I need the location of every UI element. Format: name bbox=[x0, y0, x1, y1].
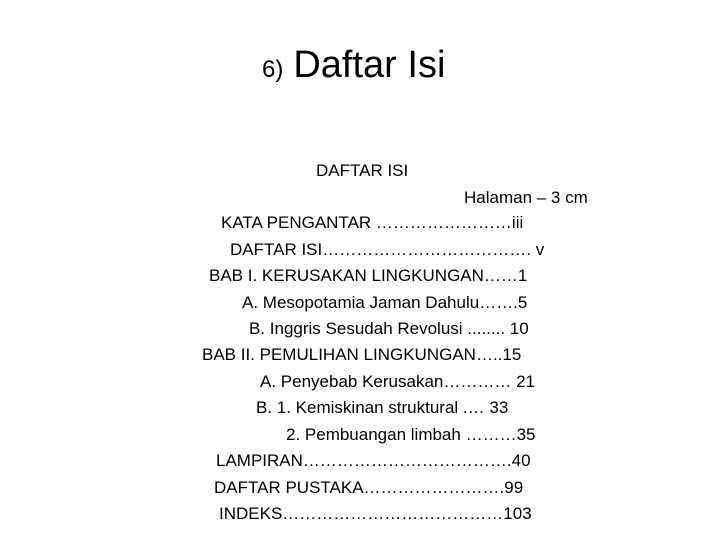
toc-entry: DAFTAR ISI………………………………. v bbox=[230, 240, 545, 259]
slide-title bbox=[262, 44, 445, 87]
slide-number: 6) bbox=[262, 56, 284, 83]
toc-entry: A. Mesopotamia Jaman Dahulu…….5 bbox=[242, 293, 528, 312]
toc-entry: KATA PENGANTAR ……………………iii bbox=[221, 213, 524, 232]
toc-entry: DAFTAR PUSTAKA…………………….99 bbox=[214, 478, 524, 497]
toc-entry: B. Inggris Sesudah Revolusi ........ 10 bbox=[249, 319, 529, 338]
toc-entry: BAB II. PEMULIHAN LINGKUNGAN…..15 bbox=[202, 345, 522, 364]
toc-page-note: Halaman – 3 cm bbox=[464, 188, 588, 207]
toc-heading: DAFTAR ISI bbox=[316, 161, 409, 180]
toc-entry: BAB I. KERUSAKAN LINGKUNGAN……1 bbox=[209, 266, 528, 285]
toc-entry: 2. Pembuangan limbah ………35 bbox=[286, 425, 536, 444]
toc-entry: A. Penyebab Kerusakan………… 21 bbox=[260, 372, 535, 391]
toc-entry: B. 1. Kemiskinan struktural .… 33 bbox=[256, 398, 509, 417]
toc-entry: LAMPIRAN……………………………….40 bbox=[216, 451, 531, 470]
slide-title-text: Daftar Isi bbox=[293, 44, 446, 86]
toc-entry: INDEKS…………………………………103 bbox=[219, 504, 532, 523]
